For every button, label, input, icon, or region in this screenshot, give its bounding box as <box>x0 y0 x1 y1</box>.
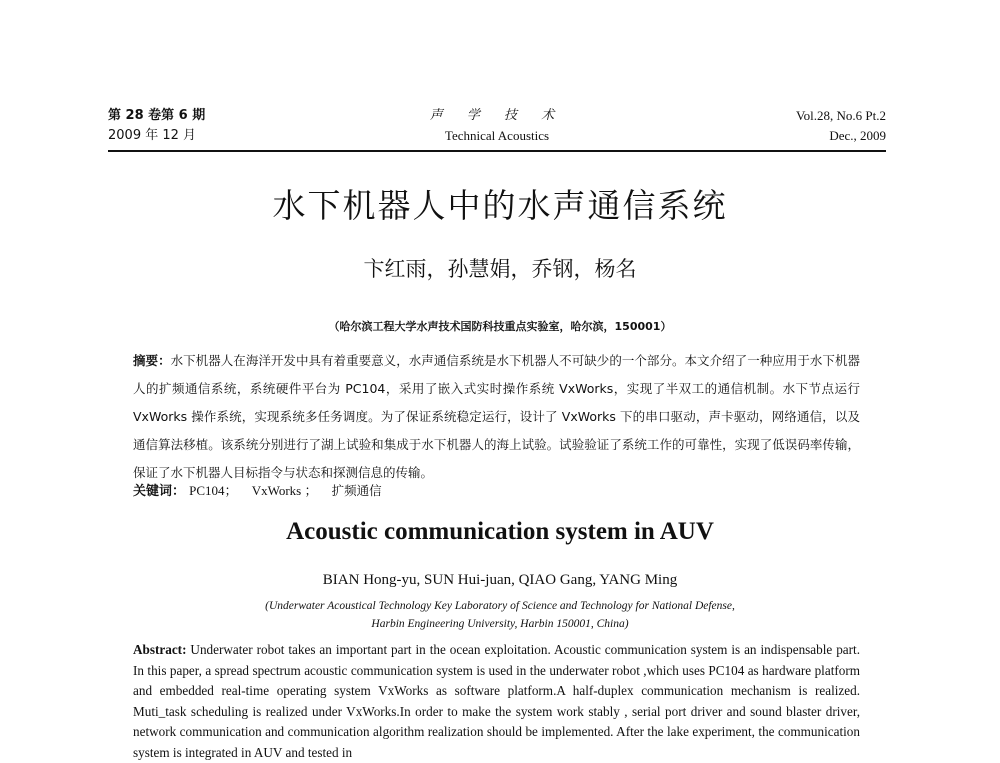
header-rule <box>108 150 886 152</box>
affiliation-en-line-2: Harbin Engineering University, Harbin 150001, China) <box>371 618 629 630</box>
header-center <box>108 106 886 146</box>
keyword-item: PC104； <box>189 483 238 498</box>
abstract-en-text: Underwater robot takes an important part in the ocean exploitation. Acoustic communication system is an indispensable part. In this paper, a spread spectrum acoustic communication system is used in the underwater robot ,which uses PC104 as hardware platform and embedded real-time operating system VxWorks as software platform.A half-duplex communication mechanism is realized. Muti_task scheduling is realized under VxWorks.In order to make the system work stably , serial port driver and sound blaster driver, network communication and communication algorithm realization should be implemented. After the lake experiment, the communication system is integrated in AUV and tested in <box>133 642 861 760</box>
abstract-cn-label: 摘要： <box>133 353 171 368</box>
paper-title-en: Acoustic communication system in AUV <box>286 518 714 545</box>
abstract-en-label: Abstract: <box>133 642 187 657</box>
journal-name-cn: 声 学 技 术 <box>429 108 565 123</box>
affiliation-en <box>0 597 1000 633</box>
paper-title-cn: 水下机器人中的水声通信系统 <box>272 186 728 225</box>
header-right <box>796 106 886 146</box>
abstract-cn <box>133 347 860 487</box>
keyword-item: VxWorks ； <box>251 483 318 498</box>
authors-en: BIAN Hong-yu, SUN Hui-juan, QIAO Gang, YANG Ming <box>322 572 678 588</box>
date-cn: 2009 年 12 月 <box>108 128 197 143</box>
volume-en: Vol.28, No.6 Pt.2 <box>795 108 886 123</box>
affiliation-cn: （哈尔滨工程大学水声技术国防科技重点实验室，哈尔滨，150001） <box>328 320 672 333</box>
volume-cn: 第 28 卷第 6 期 <box>108 108 206 123</box>
affiliation-en-line-1: (Underwater Acoustical Technology Key Laboratory of Science and Technology for National Defense, <box>265 600 735 612</box>
keyword-item: 扩频通信 <box>331 483 382 498</box>
keywords-cn-label: 关键词： <box>133 484 186 499</box>
abstract-cn-text: 水下机器人在海洋开发中具有着重要意义，水声通信系统是水下机器人不可缺少的一个部分。本文介绍了一种应用于水下机器人的扩频通信系统，系统硬件平台为 PC104，采用了嵌入式实时操作系统 VxWorks，实现了半双工的通信机制。水下节点运行 VxWorks 操作系统，实现系统多任务调度。为了保证系统稳定运行，设计了 VxWorks 下的串口驱动，声卡驱动，网络通信，以及通信算法移植。该系统分别进行了湖上试验和集成于水下机器人的海上试验。试验验证了系统工作的可靠性，实现了低误码率传输，保证了水下机器人目标指令与状态和探测信息的传输。 <box>133 353 860 480</box>
keywords-cn <box>133 481 860 502</box>
date-en: Dec., 2009 <box>829 128 886 143</box>
journal-name-en: Technical Acoustics <box>444 128 550 143</box>
journal-header <box>108 106 886 150</box>
abstract-en <box>133 640 860 763</box>
authors-cn: 卞红雨，孙慧娟，乔钢，杨名 <box>363 257 637 281</box>
